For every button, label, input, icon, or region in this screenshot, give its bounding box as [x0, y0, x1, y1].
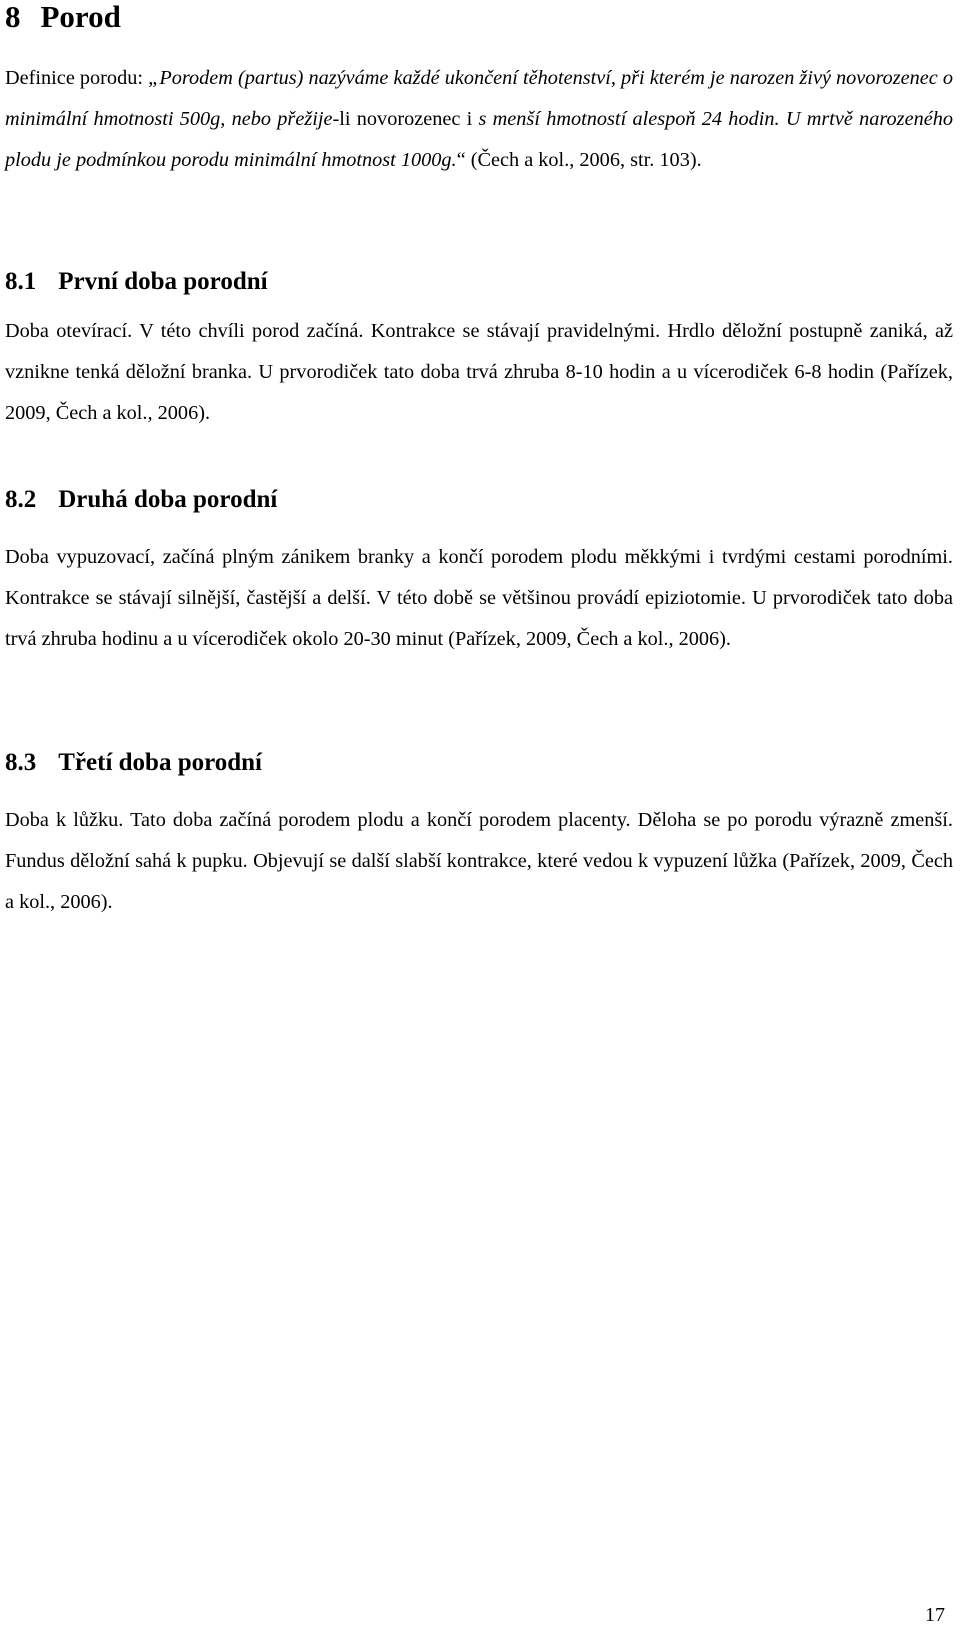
- section-8-1: [5, 267, 953, 434]
- section-heading: [5, 485, 953, 515]
- chapter-number: 8: [5, 0, 21, 34]
- section-number: 8.1: [5, 268, 37, 295]
- document-page: [5, 0, 953, 1640]
- section-title: Třetí doba porodní: [58, 749, 262, 776]
- definition-quote: „Porodem (partus) nazýváme každé ukončení těhotenství, při kterém je narozen živý novorozenec o minimální hmotnosti 500g, nebo přežije: [5, 67, 953, 130]
- chapter-title: Porod: [40, 0, 121, 34]
- section-heading: [5, 748, 953, 778]
- definition-closing-quote: “: [456, 149, 466, 171]
- section-title: Druhá doba porodní: [58, 486, 278, 513]
- section-number: 8.3: [5, 749, 37, 776]
- definition-quote-continued: s menší hmotností alespoň 24 hodin. U mrtvě narozeného plodu je podmínkou porodu minimální hmotnost 1000g.: [5, 108, 954, 171]
- definition-block: [5, 58, 953, 181]
- definition-lead: Definice porodu:: [5, 67, 149, 89]
- definition-paragraph: [5, 58, 953, 181]
- section-heading: [5, 267, 953, 297]
- definition-citation: (Čech a kol., 2006, str. 103).: [465, 149, 702, 171]
- section-paragraph: Doba k lůžku. Tato doba začíná porodem plodu a končí porodem placenty. Děloha se po porodu výrazně zmenší. Fundus děložní sahá k pupku. Objevují se další slabší kontrakce, které vedou k vypuzení lůžka (Pařízek, 2009, Čech a kol., 2006).: [5, 809, 953, 913]
- section-number: 8.2: [5, 486, 37, 513]
- definition-suffix-li: -li novorozenec i: [332, 108, 479, 130]
- section-title: První doba porodní: [58, 268, 268, 295]
- section-paragraph: Doba otevírací. V této chvíli porod začíná. Kontrakce se stávají pravidelnými. Hrdlo děložní postupně zaniká, až vznikne tenká děložní branka. U prvorodiček tato doba trvá zhruba 8-10 hodin a u vícerodiček 6-8 hodin (Pařízek, 2009, Čech a kol., 2006).: [5, 320, 953, 424]
- page-number: 17: [925, 1604, 945, 1626]
- chapter-heading: [5, 2, 121, 32]
- section-paragraph: Doba vypuzovací, začíná plným zánikem branky a končí porodem plodu měkkými i tvrdými cestami porodními. Kontrakce se stávají silnější, častější a delší. V této době se většinou provádí epiziotomie. U prvorodiček tato doba trvá zhruba hodinu a u vícerodiček okolo 20-30 minut (Pařízek, 2009, Čech a kol., 2006).: [5, 546, 953, 650]
- section-8-2: [5, 485, 953, 660]
- section-8-3: [5, 748, 953, 923]
